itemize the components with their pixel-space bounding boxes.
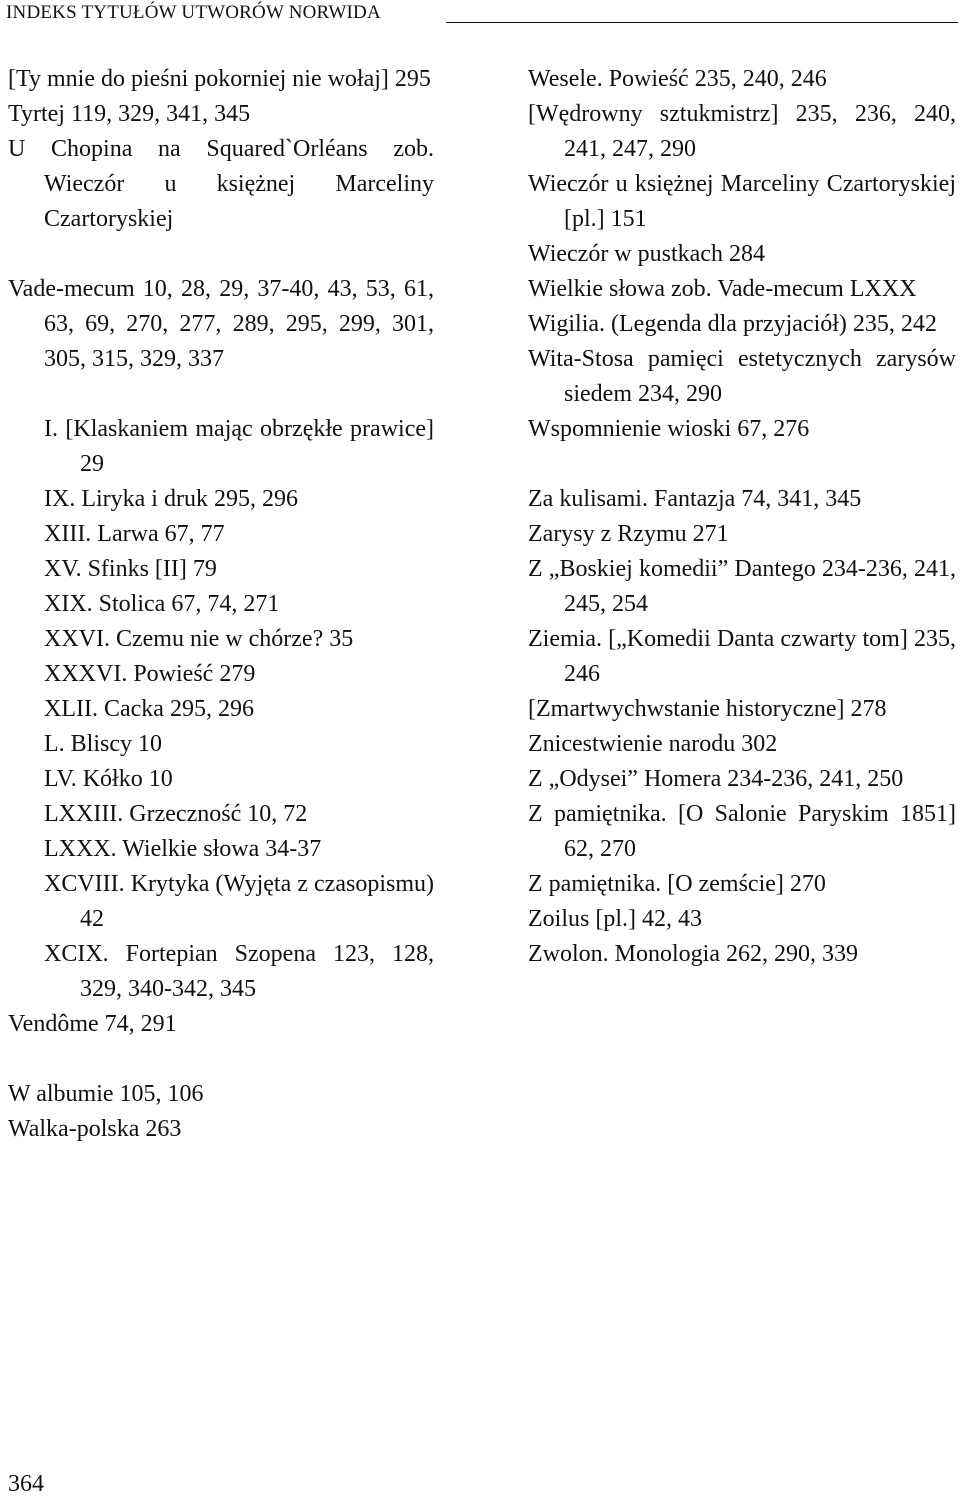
index-subentry: I. [Klaskaniem mając obrzękłe prawice] 29 (44, 416, 434, 477)
index-entry: W albumie 105, 106 (8, 1081, 204, 1107)
index-entry: Znicestwienie narodu 302 (528, 731, 778, 757)
index-entry: Wieczór u księżnej Marceliny Czartoryskiej [pl.] 151 (528, 171, 956, 232)
header-rule (446, 22, 958, 23)
entry-gap (8, 237, 434, 272)
index-subentry: XLII. Cacka 295, 296 (44, 696, 254, 722)
index-subentry: XCIX. Fortepian Szopena 123, 128, 329, 340-342, 345 (44, 941, 434, 1002)
index-subentry: LXXX. Wielkie słowa 34-37 (44, 836, 322, 862)
index-subentry: XIII. Larwa 67, 77 (44, 521, 225, 547)
index-subentry: L. Bliscy 10 (44, 731, 162, 757)
index-entry: Wspomnienie wioski 67, 276 (528, 416, 810, 442)
index-entry: [Wędrowny sztukmistrz] 235, 236, 240, 241, 247, 290 (528, 101, 956, 162)
index-entry: Zoilus [pl.] 42, 43 (528, 906, 702, 932)
index-entry: [Ty mnie do pieśni pokorniej nie wołaj] 295 (8, 66, 431, 92)
index-entry: Vendôme 74, 291 (8, 1011, 177, 1037)
index-subentry: XV. Sfinks [II] 79 (44, 556, 217, 582)
index-subentry: XIX. Stolica 67, 74, 271 (44, 591, 280, 617)
index-entry: Zwolon. Monologia 262, 290, 339 (528, 941, 858, 967)
index-entry: U Chopina na Squared`Orléans zob. Wieczór u księżnej Marceliny Czartoryskiej (8, 136, 434, 232)
index-subentry: IX. Liryka i druk 295, 296 (44, 486, 298, 512)
index-entry: Z pamiętnika. [O zemście] 270 (528, 871, 826, 897)
index-entry: Wigilia. (Legenda dla przyjaciół) 235, 242 (528, 311, 937, 337)
index-entry: Za kulisami. Fantazja 74, 341, 345 (528, 486, 862, 512)
index-subentry: XXXVI. Powieść 279 (44, 661, 256, 687)
index-column-right (528, 62, 956, 972)
index-entry: Zarysy z Rzymu 271 (528, 521, 729, 547)
page-number: 364 (8, 1471, 44, 1497)
index-entry: Z pamiętnika. [O Salonie Paryskim 1851] 62, 270 (528, 801, 956, 862)
index-entry: Vade-mecum 10, 28, 29, 37-40, 43, 53, 61, 63, 69, 270, 277, 289, 295, 299, 301, 305, 315, 329, 337 (8, 276, 434, 372)
header-title: INDEKS TYTUŁÓW UTWORÓW NORWIDA (6, 2, 381, 23)
index-entry: Z „Boskiej komedii” Dantego 234-236, 241, 245, 254 (528, 556, 956, 617)
entry-gap (8, 377, 434, 412)
entry-gap (528, 447, 956, 482)
index-subentry: LV. Kółko 10 (44, 766, 173, 792)
index-subentry: LXXIII. Grzeczność 10, 72 (44, 801, 308, 827)
entry-gap (8, 1042, 434, 1077)
index-subentry: XXVI. Czemu nie w chórze? 35 (44, 626, 354, 652)
index-entry: Walka-polska 263 (8, 1116, 182, 1142)
index-entry: [Zmartwychwstanie historyczne] 278 (528, 696, 887, 722)
index-entry: Tyrtej 119, 329, 341, 345 (8, 101, 251, 127)
index-column-left (8, 62, 434, 1147)
index-entry: Z „Odysei” Homera 234-236, 241, 250 (528, 766, 904, 792)
running-header (6, 0, 960, 28)
index-entry: Wielkie słowa zob. Vade-mecum LXXX (528, 276, 917, 302)
index-entry: Wita-Stosa pamięci estetycznych zarysów siedem 234, 290 (528, 346, 956, 407)
index-subentry: XCVIII. Krytyka (Wyjęta z czasopismu) 42 (44, 871, 434, 932)
index-entry: Wieczór w pustkach 284 (528, 241, 765, 267)
index-entry: Ziemia. [„Komedii Danta czwarty tom] 235, 246 (528, 626, 956, 687)
index-entry: Wesele. Powieść 235, 240, 246 (528, 66, 827, 92)
